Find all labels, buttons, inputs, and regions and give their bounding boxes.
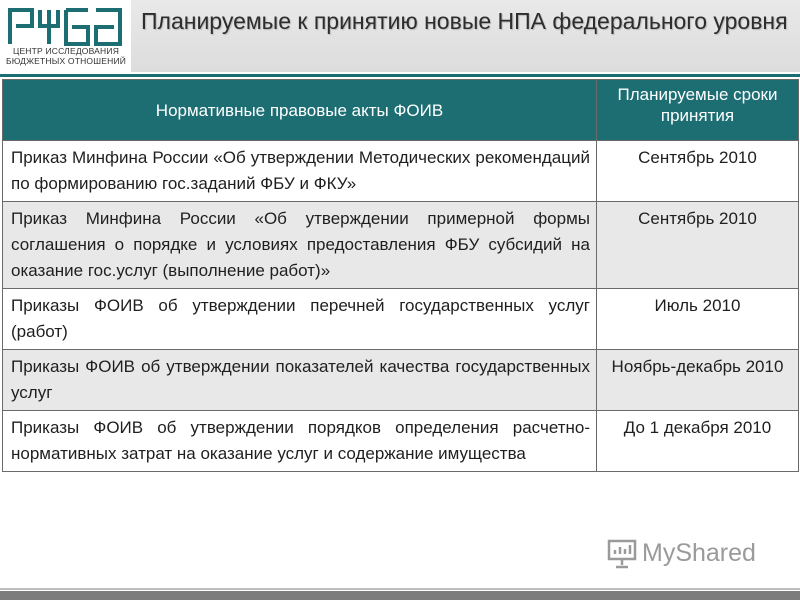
bottom-divider xyxy=(0,588,800,590)
table-row xyxy=(3,202,799,289)
logo-line-2: БЮДЖЕТНЫХ ОТНОШЕНИЙ xyxy=(5,56,127,66)
term-cell: До 1 декабря 2010 xyxy=(597,411,799,472)
logo-caption xyxy=(4,46,128,66)
term-cell: Июль 2010 xyxy=(597,289,799,350)
npa-table xyxy=(2,79,799,472)
term-cell: Сентябрь 2010 xyxy=(597,141,799,202)
act-cell: Приказы ФОИВ об утверждении перечней государственных услуг (работ) xyxy=(3,289,597,350)
table-row xyxy=(3,350,799,411)
table-header-row xyxy=(3,80,799,141)
act-cell: Приказ Минфина России «Об утверждении Методических рекомендаций по формированию гос.заданий ФБУ и ФКУ» xyxy=(3,141,597,202)
watermark xyxy=(606,536,756,570)
act-cell: Приказы ФОИВ об утверждении порядков определения расчетно-нормативных затрат на оказание услуг и содержание имущества xyxy=(3,411,597,472)
header-terms: Планируемые сроки принятия xyxy=(597,80,799,141)
table-row xyxy=(3,141,799,202)
term-cell: Ноябрь-декабрь 2010 xyxy=(597,350,799,411)
table-row xyxy=(3,411,799,472)
act-cell: Приказ Минфина России «Об утверждении примерной формы соглашения о порядке и условиях предоставления ФБУ субсидий на оказание гос.услуг (выполнение работ)» xyxy=(3,202,597,289)
table-row xyxy=(3,289,799,350)
logo xyxy=(0,0,131,72)
page-title: Планируемые к принятию новые НПА федерального уровня xyxy=(141,8,788,34)
bottom-bar xyxy=(0,591,800,600)
logo-mark-icon xyxy=(8,6,124,46)
header-acts: Нормативные правовые акты ФОИВ xyxy=(3,80,597,141)
term-cell: Сентябрь 2010 xyxy=(597,202,799,289)
title-bar xyxy=(131,0,800,72)
presentation-board-icon xyxy=(606,537,638,569)
act-cell: Приказы ФОИВ об утверждении показателей качества государственных услуг xyxy=(3,350,597,411)
watermark-text: MyShared xyxy=(642,538,756,567)
title-divider xyxy=(0,74,800,77)
logo-line-1: ЦЕНТР ИССЛЕДОВАНИЯ xyxy=(12,46,120,56)
